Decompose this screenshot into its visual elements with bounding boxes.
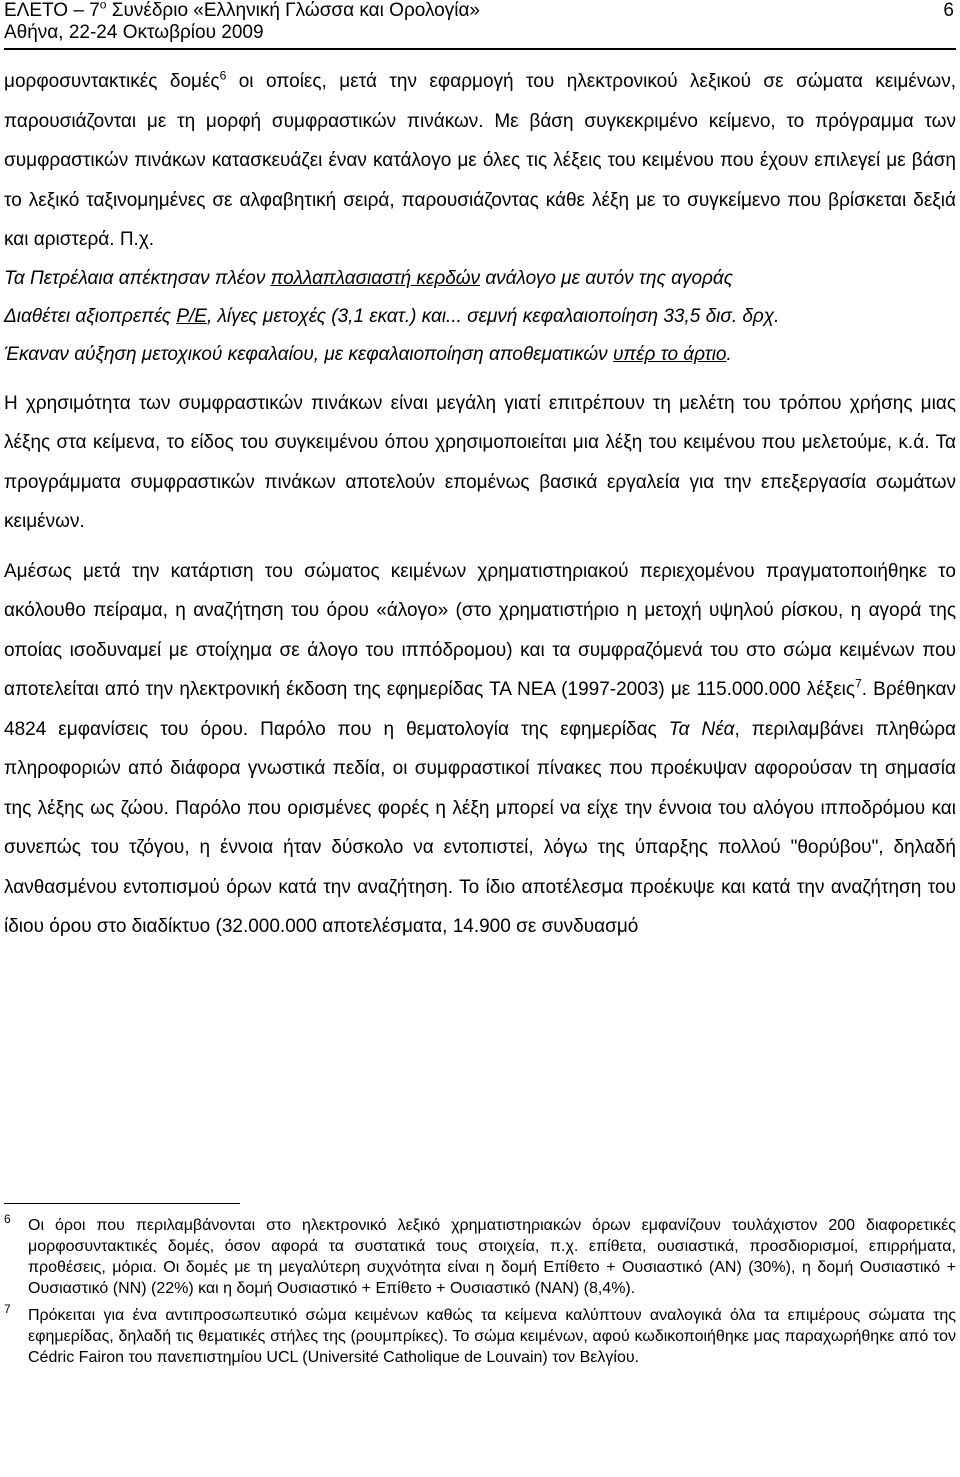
footnote-ref-6[interactable]: 6 (219, 68, 227, 83)
example-3-keyword: υπέρ το άρτιο (612, 343, 727, 365)
footnote-6-mark: 6 (4, 1212, 11, 1226)
paragraph-1-text-cont: οι οποίες, μετά την εφαρμογή του ηλεκτρονικού λεξικού σε σώματα κειμένων, παρουσιάζονται με τη μορφή συμφραστικών πινάκων. Με βάση συγκεκριμένο κείμενο, το πρόγραμμα των συμφραστικών πινάκων κατασκευάζει έναν κατάλογο με όλες τις λέξεις του κειμένου που έχουν επιλεγεί με βάση το λεξικό ταξινομημένες σε αλφαβητική σειρά, παρουσιάζοντας κάθε λέξη με το συγκείμενο που βρίσκεται δεξιά και αριστερά. Π.χ. (4, 71, 956, 250)
example-1-text-cont: ανάλογο με αυτόν της αγοράς (480, 267, 733, 289)
paragraph-3 (4, 552, 956, 947)
body-text (4, 62, 956, 947)
footnote-6-text: Οι όροι που περιλαμβάνονται στο ηλεκτρονικό λεξικό χρηματιστηριακών όρων εμφανίζουν τουλάχιστον 200 διαφορετικές μορφοσυντακτικές δομές, όσον αφορά τα συστατικά τους στοιχεία, π.χ. επίθετα, ουσιαστικά, προσδιορισμοί, επιρρήματα, προθέσεις, μόρια. Οι δομές με τη μεγαλύτερη συχνότητα είναι η δομή Επίθετο + Ουσιαστικό (ΑΝ) (30%), η δομή Ουσιαστικό + Ουσιαστικό (ΝΝ) (22%) και η δομή Ουσιαστικό + Επίθετο + Ουσιαστικό (ΝΑΝ) (8,4%). (28, 1217, 956, 1297)
paragraph-3-text: Αμέσως μετά την κατάρτιση του σώματος κειμένων χρηματιστηριακού περιεχομένου πραγματοποιήθηκε το ακόλουθο πείραμα, η αναζήτηση του όρου «άλογο» (στο χρηματιστήριο η μετοχή υψηλού ρίσκου, η αγορά της οποίας ισοδυναμεί με στοίχημα σε άλογο του ιππόδρομου) και τα συμφραζόμενά του στο σώμα κειμένων που αποτελείται από την ηλεκτρονική έκδοση της εφημερίδας ΤΑ ΝΕΑ (1997-2003) με 115.000.000 λέξεις (4, 560, 956, 700)
conference-ordinal: ο (99, 0, 107, 12)
paragraph-3-text-end: , περιλαμβάνει πληθώρα πληροφοριών από διάφορα γνωστικά πεδία, οι συμφραστικοί πίνακες που προέκυψαν αφορούσαν τη σημασία της λέξης ως ζώου. Παρόλο που ορισμένες φορές η λέξη μπορεί να είχε την έννοια του αλόγου ιπποδρόμου και συνεπώς του τζόγου, η έννοια ήταν δύσκολο να εντοπιστεί, λόγω της ύπαρξης πολλού "θορύβου", δηλαδή λανθασμένου εντοπισμού όρων κατά την αναζήτηση. Το ίδιο αποτέλεσμα προέκυψε και κατά την αναζήτηση του ίδιου όρου στο διαδίκτυο (32.000.000 αποτελέσματα, 14.900 σε συνδυασμό (4, 718, 956, 937)
example-2-keyword: P/E (176, 305, 207, 327)
page-header (4, 0, 956, 48)
footnote-divider (4, 1203, 240, 1204)
example-2-text-cont: , λίγες μετοχές (3,1 εκατ.) και... σεμνή κεφαλαιοποίηση 33,5 δισ. δρχ. (206, 305, 780, 327)
conference-date: Αθήνα, 22-24 Οκτωβρίου 2009 (4, 22, 264, 43)
example-2-text: Διαθέτει αξιοπρεπές (4, 305, 177, 327)
footnote-7 (4, 1302, 956, 1368)
header-divider (4, 48, 956, 50)
paragraph-1 (4, 62, 956, 260)
example-1 (4, 260, 956, 298)
footnote-7-text: Πρόκειται για ένα αντιπροσωπευτικό σώμα κειμένων καθώς τα κείμενα καλύπτουν αναλογικά όλα τα επιμέρους σώματα της εφημερίδας, δηλαδή τις θεματικές στήλες της (ρουμπρίκες). Το σώμα κειμένων, αφού κωδικοποιήθηκε μας παραχωρήθηκε από τον Cédric Fairon του πανεπιστημίου UCL (Université Catholique de Louvain) τον Βελγίου. (28, 1307, 956, 1366)
newspaper-name: Τα Νέα (668, 718, 735, 740)
conference-title-post: Συνέδριο «Ελληνική Γλώσσα και Ορολογία» (106, 0, 481, 21)
example-3-text-cont: . (726, 343, 732, 365)
paragraph-1-text: μορφοσυντακτικές δομές (4, 71, 220, 92)
conference-title-pre: ΕΛΕΤΟ – 7 (4, 0, 100, 21)
footnote-7-mark: 7 (4, 1302, 11, 1316)
conference-title (4, 0, 956, 22)
example-3 (4, 336, 956, 374)
paragraph-2: Η χρησιμότητα των συμφραστικών πινάκων είναι μεγάλη γιατί επιτρέπουν τη μελέτη του τρόπου χρήσης μιας λέξης στα κείμενα, το είδος του συγκειμένου όπου χρησιμοποιείται μια λέξη του κειμένου που μελετούμε, κ.ά. Τα προγράμματα συμφραστικών πινάκων αποτελούν επομένως βασικά εργαλεία για την επεξεργασία σωμάτων κειμένων. (4, 392, 956, 532)
footnote-6 (4, 1212, 956, 1299)
example-2 (4, 298, 956, 336)
footnote-ref-7[interactable]: 7 (855, 676, 862, 691)
example-3-text: Έκαναν αύξηση μετοχικού κεφαλαίου, με κεφαλαιοποίηση αποθεματικών (4, 343, 613, 365)
footnotes (4, 1212, 956, 1374)
example-1-keyword: πολλαπλασιαστή κερδών (270, 267, 481, 289)
page-number: 6 (943, 0, 954, 21)
example-1-text: Τα Πετρέλαια απέκτησαν πλέον (4, 267, 271, 289)
paragraph-3-text-cont: . Βρέθηκαν 4824 εμφανίσεις του όρου. Παρόλο που η θεματολογία της εφημερίδας (4, 679, 956, 740)
